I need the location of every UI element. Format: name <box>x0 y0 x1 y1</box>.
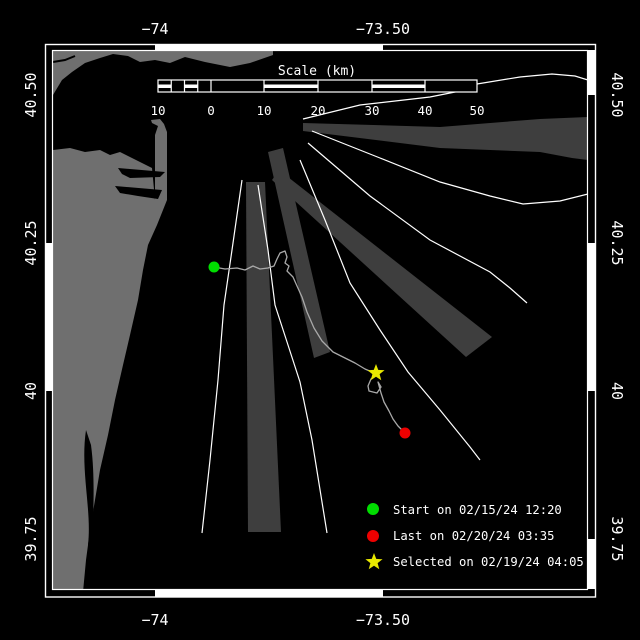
scale-tick: 10 <box>256 103 272 118</box>
lat-label-left-2: 40.25 <box>22 220 40 266</box>
start-marker[interactable] <box>209 262 220 273</box>
scale-tick: 0 <box>207 103 215 118</box>
legend-selected-label: Selected on 02/19/24 04:05 <box>393 555 584 569</box>
scale-tick: 20 <box>310 103 326 118</box>
scale-bar-title: Scale (km) <box>277 64 357 79</box>
last-marker[interactable] <box>400 428 411 439</box>
scale-tick: 50 <box>469 103 485 118</box>
scale-tick: 40 <box>417 103 433 118</box>
scale-tick: 10 <box>150 103 166 118</box>
lat-label-right-4: 39.75 <box>608 516 626 562</box>
legend-last-label: Last on 02/20/24 03:35 <box>393 529 555 543</box>
legend-last-icon <box>367 530 379 542</box>
lon-label-bottom-2: −73.50 <box>355 611 411 629</box>
lat-label-left-1: 40.50 <box>22 72 40 118</box>
legend <box>365 503 583 569</box>
lat-label-right-1: 40.50 <box>608 72 626 118</box>
lat-label-right-3: 40 <box>608 381 626 401</box>
lon-label-top-1: −74 <box>141 20 169 38</box>
lat-label-left-4: 39.75 <box>22 516 40 562</box>
lat-label-left-3: 40 <box>22 381 40 401</box>
scale-tick: 30 <box>364 103 380 118</box>
legend-start-label: Start on 02/15/24 12:20 <box>393 503 562 517</box>
lon-label-bottom-1: −74 <box>141 611 169 629</box>
lat-label-right-2: 40.25 <box>608 220 626 266</box>
legend-start-icon <box>367 503 379 515</box>
lon-label-top-2: −73.50 <box>355 20 411 38</box>
